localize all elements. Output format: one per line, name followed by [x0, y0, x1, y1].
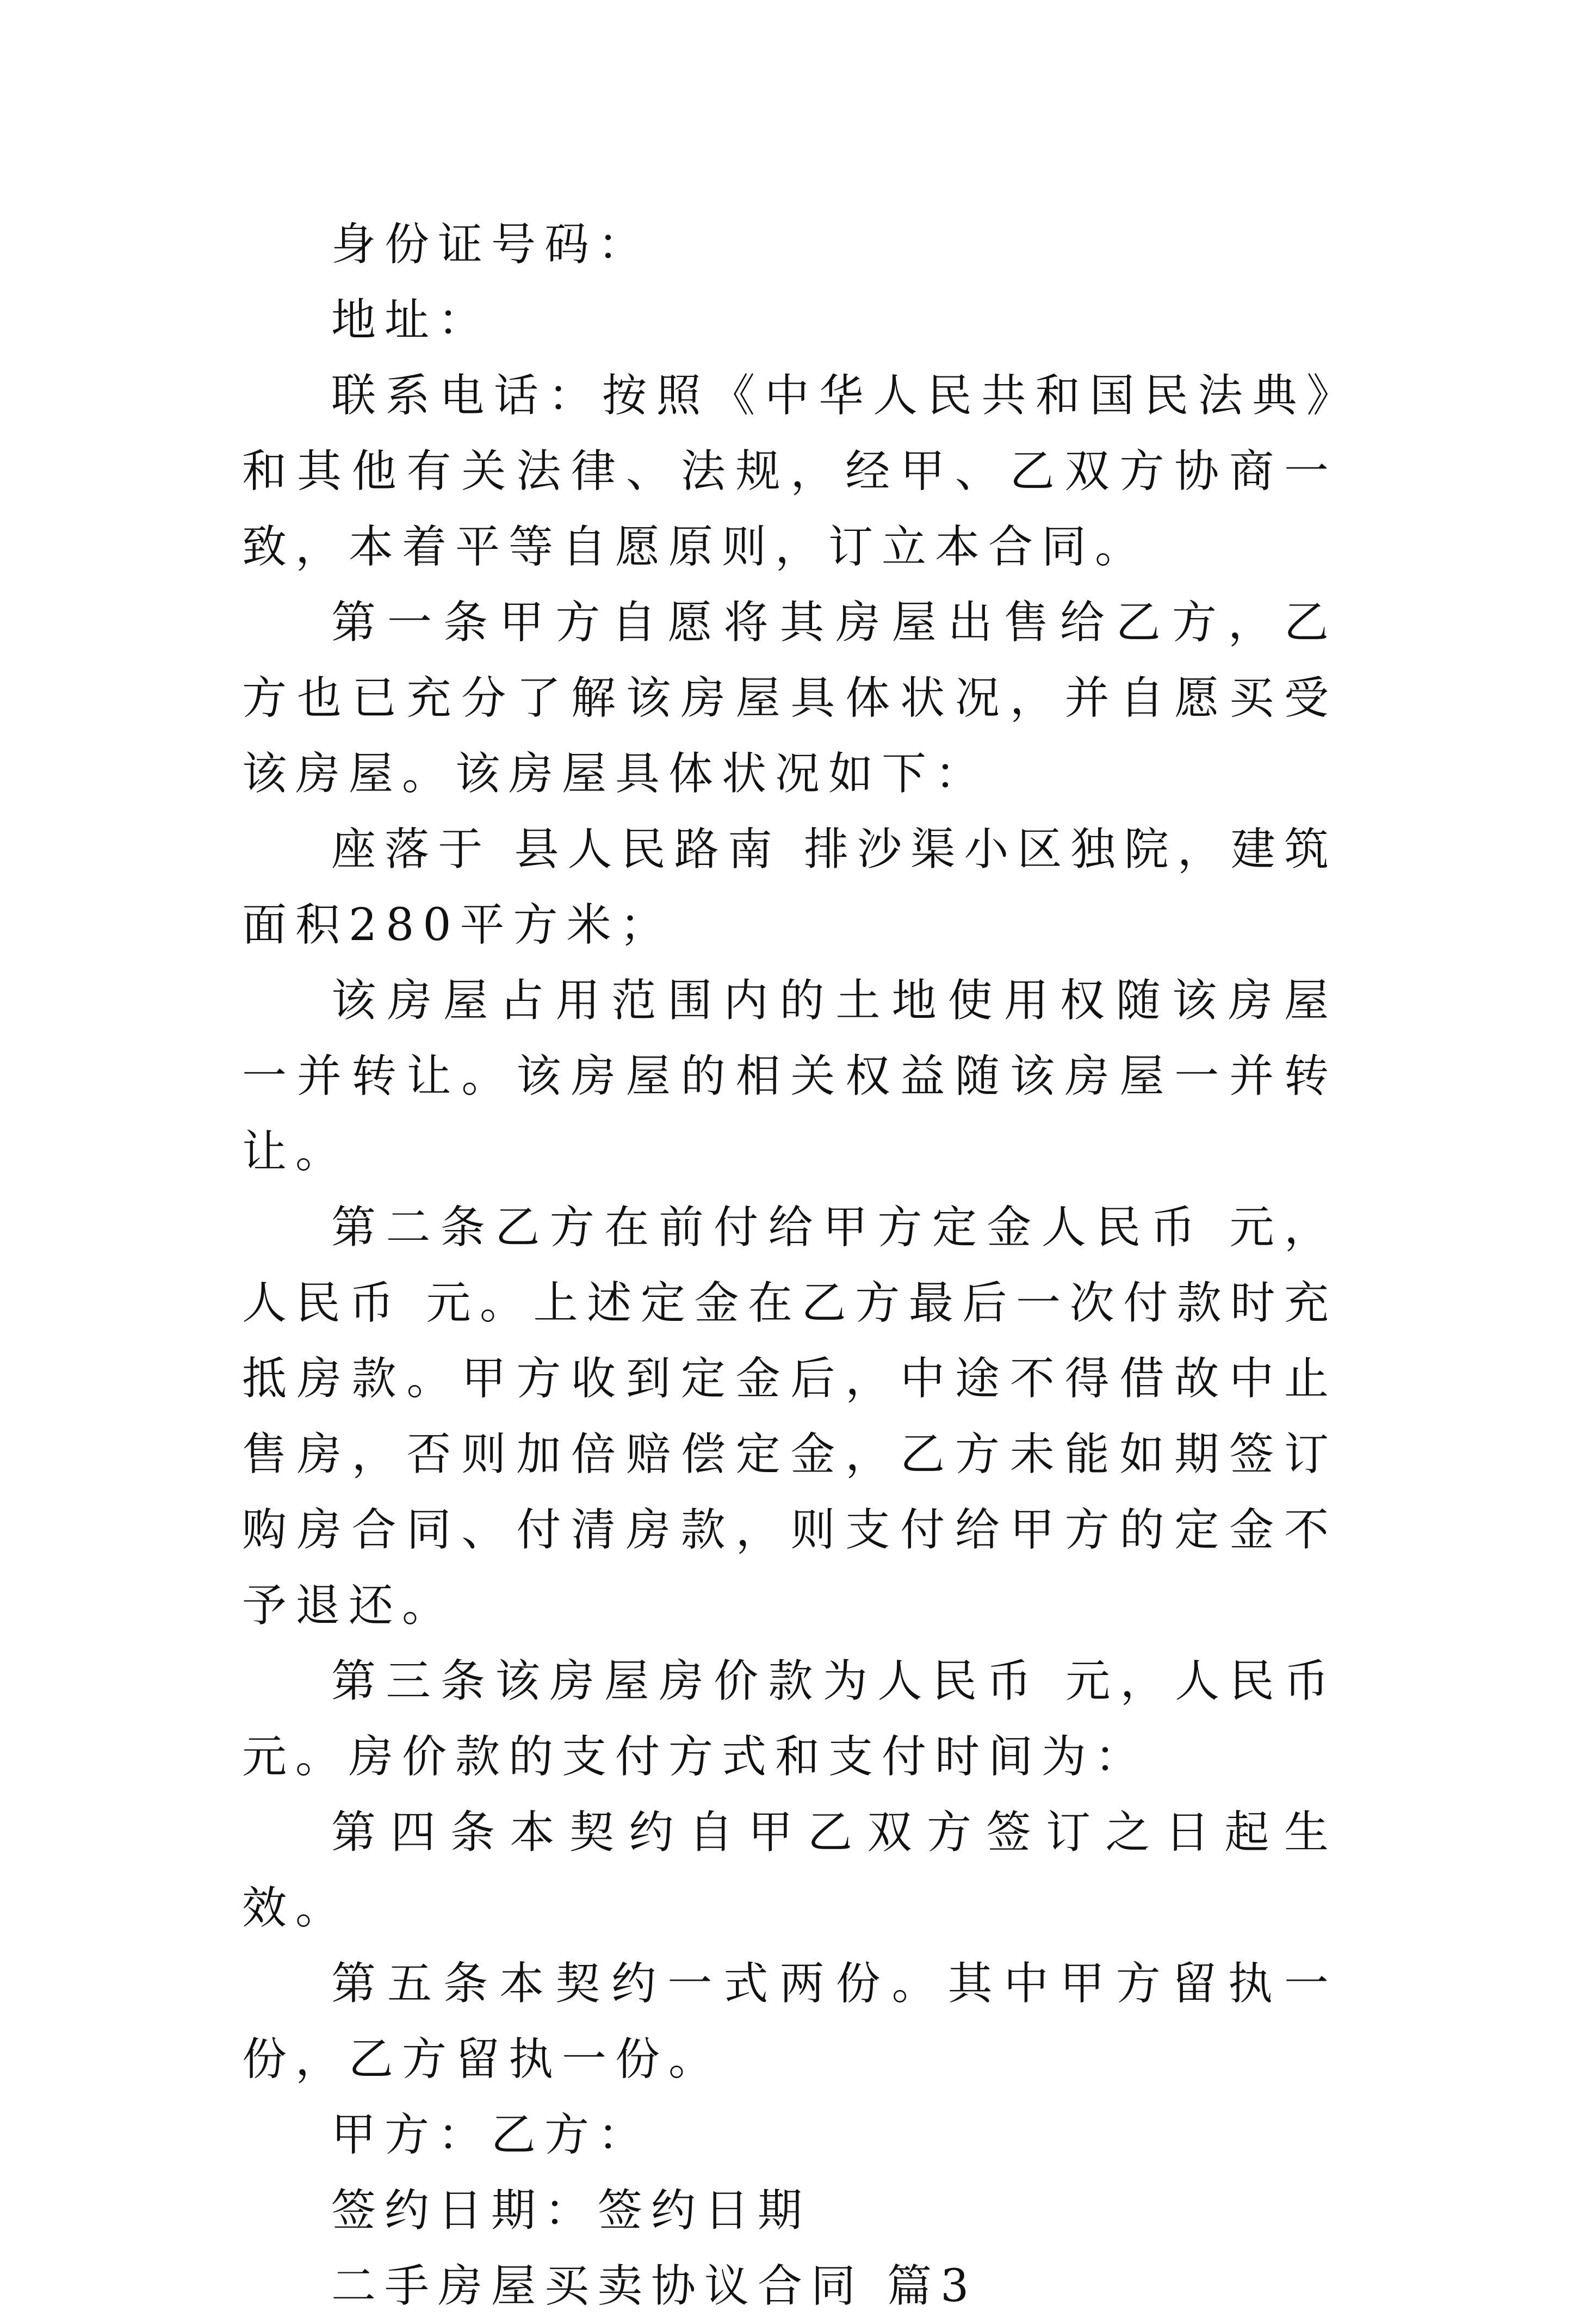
paragraph-land-rights: 该房屋占用范围内的土地使用权随该房屋一并转让。该房屋的相关权益随该房屋一并转让。 [242, 975, 1337, 1178]
paragraph-contact-preamble: 联系电话：按照《中华人民共和国民法典》和其他有关法律、法规，经甲、乙双方协商一致，本着平等自愿原则，订立本合同。 [242, 370, 1337, 573]
paragraph-article-5: 第五条本契约一式两份。其中甲方留执一份，乙方留执一份。 [242, 1958, 1337, 2085]
paragraph-property-location: 座落于 县人民路南 排沙渠小区独院，建筑面积280平方米； [242, 824, 1337, 951]
paragraph-parties: 甲方：乙方： [331, 2109, 652, 2161]
paragraph-section-heading: 二手房屋买卖协议合同 篇3 [331, 2260, 978, 2312]
paragraph-article-1: 第一条甲方自愿将其房屋出售给乙方，乙方也已充分了解该房屋具体状况，并自愿买受该房屋。该房屋具体状况如下： [242, 597, 1337, 800]
paragraph-article-2: 第二条乙方在前付给甲方定金人民币 元，人民币 元。上述定金在乙方最后一次付款时充抵房款。甲方收到定金后，中途不得借故中止售房，否则加倍赔偿定金，乙方未能如期签订购房合同、付清房款，则支付给甲方的定金不予退还。 [242, 1202, 1337, 1631]
document-body [242, 207, 1337, 2324]
paragraph-id-number: 身份证号码： [331, 219, 652, 270]
paragraph-address: 地址： [331, 294, 492, 346]
paragraph-article-4: 第四条本契约自甲乙双方签订之日起生效。 [242, 1807, 1337, 1934]
paragraph-article-3: 第三条该房屋房价款为人民币 元，人民币 元。房价款的支付方式和支付时间为： [242, 1655, 1337, 1783]
paragraph-signing-date: 签约日期：签约日期 [331, 2185, 811, 2236]
